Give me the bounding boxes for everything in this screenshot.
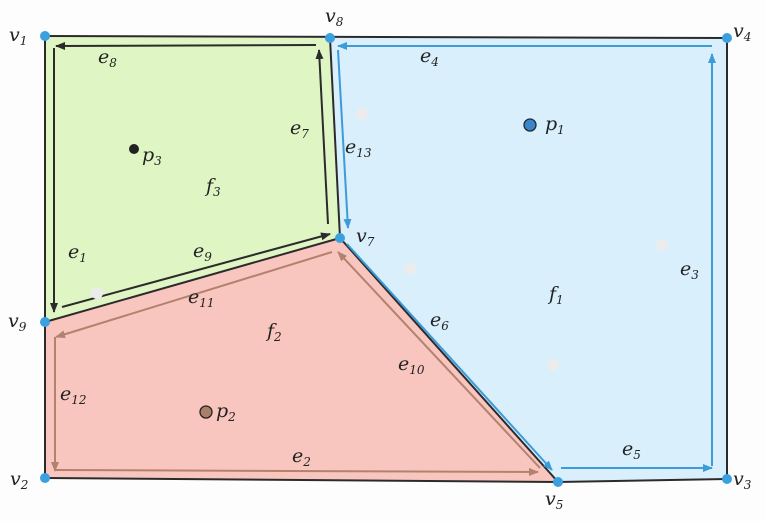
- edge-e7-label: $e_7$: [290, 117, 309, 141]
- ghost-point: [91, 287, 103, 299]
- edge-e3-label: $e_3$: [680, 258, 699, 282]
- face-f3-label: $f_3$: [206, 175, 221, 199]
- vertex-v7-label: $v_7$: [356, 225, 375, 249]
- vertex-v4-label: $v_4$: [733, 20, 752, 44]
- vertex-v7-marker: [335, 233, 345, 243]
- edge-e11-label: $e_{11}$: [188, 286, 215, 310]
- edge-e12-label: $e_{12}$: [60, 383, 87, 407]
- half-edge-e8: [56, 45, 316, 46]
- vertex-v5-label: $v_5$: [545, 488, 564, 512]
- ghost-point: [356, 108, 368, 120]
- vertex-v8-marker: [325, 33, 335, 43]
- vertex-v5-marker: [553, 477, 563, 487]
- ghost-point: [547, 359, 559, 371]
- edge-e5-label: $e_5$: [622, 438, 641, 462]
- vertex-v1-label: $v_1$: [9, 24, 28, 48]
- point-p3-label: $p_3$: [142, 144, 162, 168]
- point-p1-marker: [524, 119, 536, 131]
- point-p1-label: $p_1$: [545, 113, 565, 137]
- point-p3-marker: [129, 144, 139, 154]
- vertex-v1-marker: [40, 31, 50, 41]
- point-p2-label: $p_2$: [216, 400, 236, 424]
- edge-e10-label: $e_{10}$: [398, 353, 425, 377]
- vertex-v3-marker: [722, 474, 732, 484]
- edge-e6-label: $e_6$: [430, 309, 449, 333]
- edge-e4-label: $e_4$: [420, 45, 439, 69]
- edge-e9-label: $e_9$: [193, 240, 212, 264]
- edge-e2-label: $e_2$: [292, 445, 311, 469]
- vertex-v2-label: $v_2$: [10, 468, 29, 492]
- vertex-v9-label: $v_9$: [8, 310, 27, 334]
- vertex-v3-label: $v_3$: [733, 468, 752, 492]
- point-p2-marker: [200, 406, 212, 418]
- ghost-point: [404, 263, 416, 275]
- edge-e1-label: $e_1$: [68, 241, 87, 265]
- face-f2-label: $f_2$: [267, 320, 282, 344]
- edge-e8-label: $e_8$: [98, 46, 117, 70]
- vertex-v8-label: $v_8$: [325, 5, 344, 29]
- face-f1-label: $f_1$: [549, 283, 564, 307]
- vertex-v9-marker: [40, 317, 50, 327]
- vertex-v2-marker: [40, 473, 50, 483]
- ghost-point: [656, 239, 668, 251]
- vertex-v4-marker: [722, 33, 732, 43]
- edge-e13-label: $e_{13}$: [345, 136, 372, 160]
